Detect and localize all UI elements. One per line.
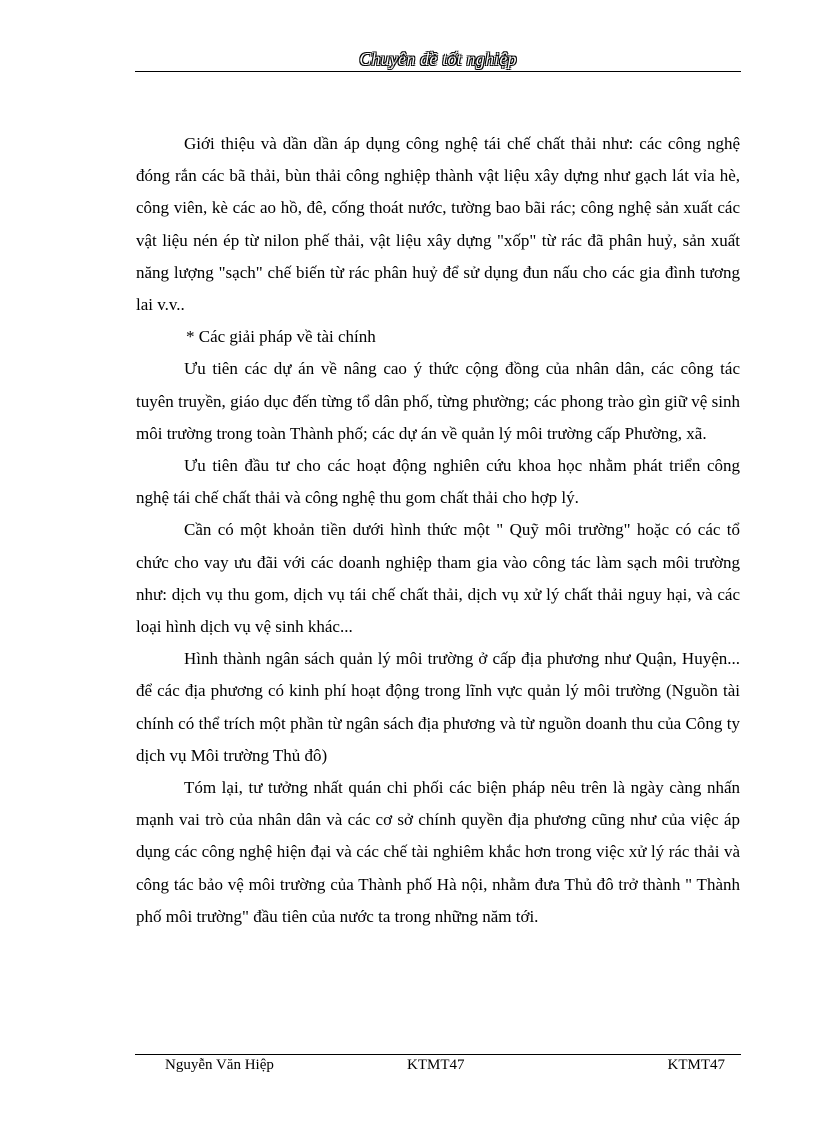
paragraph-research-investment: Ưu tiên đầu tư cho các hoạt động nghiên cứu khoa học nhằm phát triển công nghệ tái chế chất thải và công nghệ thu gom chất thải cho hợp lý. xyxy=(136,456,740,508)
paragraph-recycling-technology: Giới thiệu và dần dần áp dụng công nghệ tái chế chất thải như: các công nghệ đóng rắn các bã thải, bùn thải công nghiệp thành vật liệu xây dựng như gạch lát vỉa hè, công viên, kè các ao hồ, đê, cống thoát nước, tường bao bãi rác; công nghệ sản xuất các vật liệu nén ép từ nilon phế thải, vật liệu xây dựng "xốp" từ rác đã phân huỷ, sản xuất năng lượng "sạch" chế biến từ rác phân huỷ để sử dụng đun nấu cho các gia đình tương lai v.v.. xyxy=(136,134,740,315)
paragraph-local-budget: Hình thành ngân sách quản lý môi trường ở cấp địa phương như Quận, Huyện... để các địa phương có kinh phí hoạt động trong lĩnh vực quản lý môi trường (Nguồn tài chính có thể trích một phần từ ngân sách địa phương và từ nguồn doanh thu của Công ty dịch vụ Môi trường Thủ đô) xyxy=(136,649,740,765)
footer-class-right: KTMT47 xyxy=(667,1057,725,1073)
paragraph-conclusion: Tóm lại, tư tưởng nhất quán chi phối các biện pháp nêu trên là ngày càng nhấn mạnh vai trò của nhân dân và các cơ sở chính quyền địa phương cũng như của việc áp dụng các công nghệ hiện đại và các chế tài nghiêm khắc hơn trong việc xử lý rác thải và công tác bảo vệ môi trường của Thành phố Hà nội, nhằm đưa Thủ đô trở thành " Thành phố môi trường" đầu tiên của nước ta trong những năm tới. xyxy=(136,778,740,926)
document-body xyxy=(136,128,740,933)
footer-divider xyxy=(135,1054,741,1055)
paragraph-environment-fund: Cần có một khoản tiền dưới hình thức một " Quỹ môi trường" hoặc có các tổ chức cho vay ưu đãi với các doanh nghiệp tham gia vào công tác làm sạch môi trường như: dịch vụ thu gom, dịch vụ tái chế chất thải, dịch vụ xử lý chất thải nguy hại, và các loại hình dịch vụ vệ sinh khác... xyxy=(136,520,740,637)
section-heading-financial-solutions: * Các giải pháp về tài chính xyxy=(186,327,376,347)
footer-row xyxy=(135,1057,741,1077)
paragraph-community-awareness: Ưu tiên các dự án về nâng cao ý thức cộng đồng của nhân dân, các công tác tuyên truyền, giáo dục đến từng tổ dân phố, từng phường; các phong trào gìn giữ vệ sinh môi trường trong toàn Thành phố; các dự án về quản lý môi trường cấp Phường, xã. xyxy=(136,359,740,443)
footer-class-center: KTMT47 xyxy=(407,1057,465,1073)
header-title: Chuyên đề tốt nghiệp xyxy=(359,49,517,69)
footer-author: Nguyễn Văn Hiệp xyxy=(165,1057,274,1073)
header-divider xyxy=(135,71,741,72)
